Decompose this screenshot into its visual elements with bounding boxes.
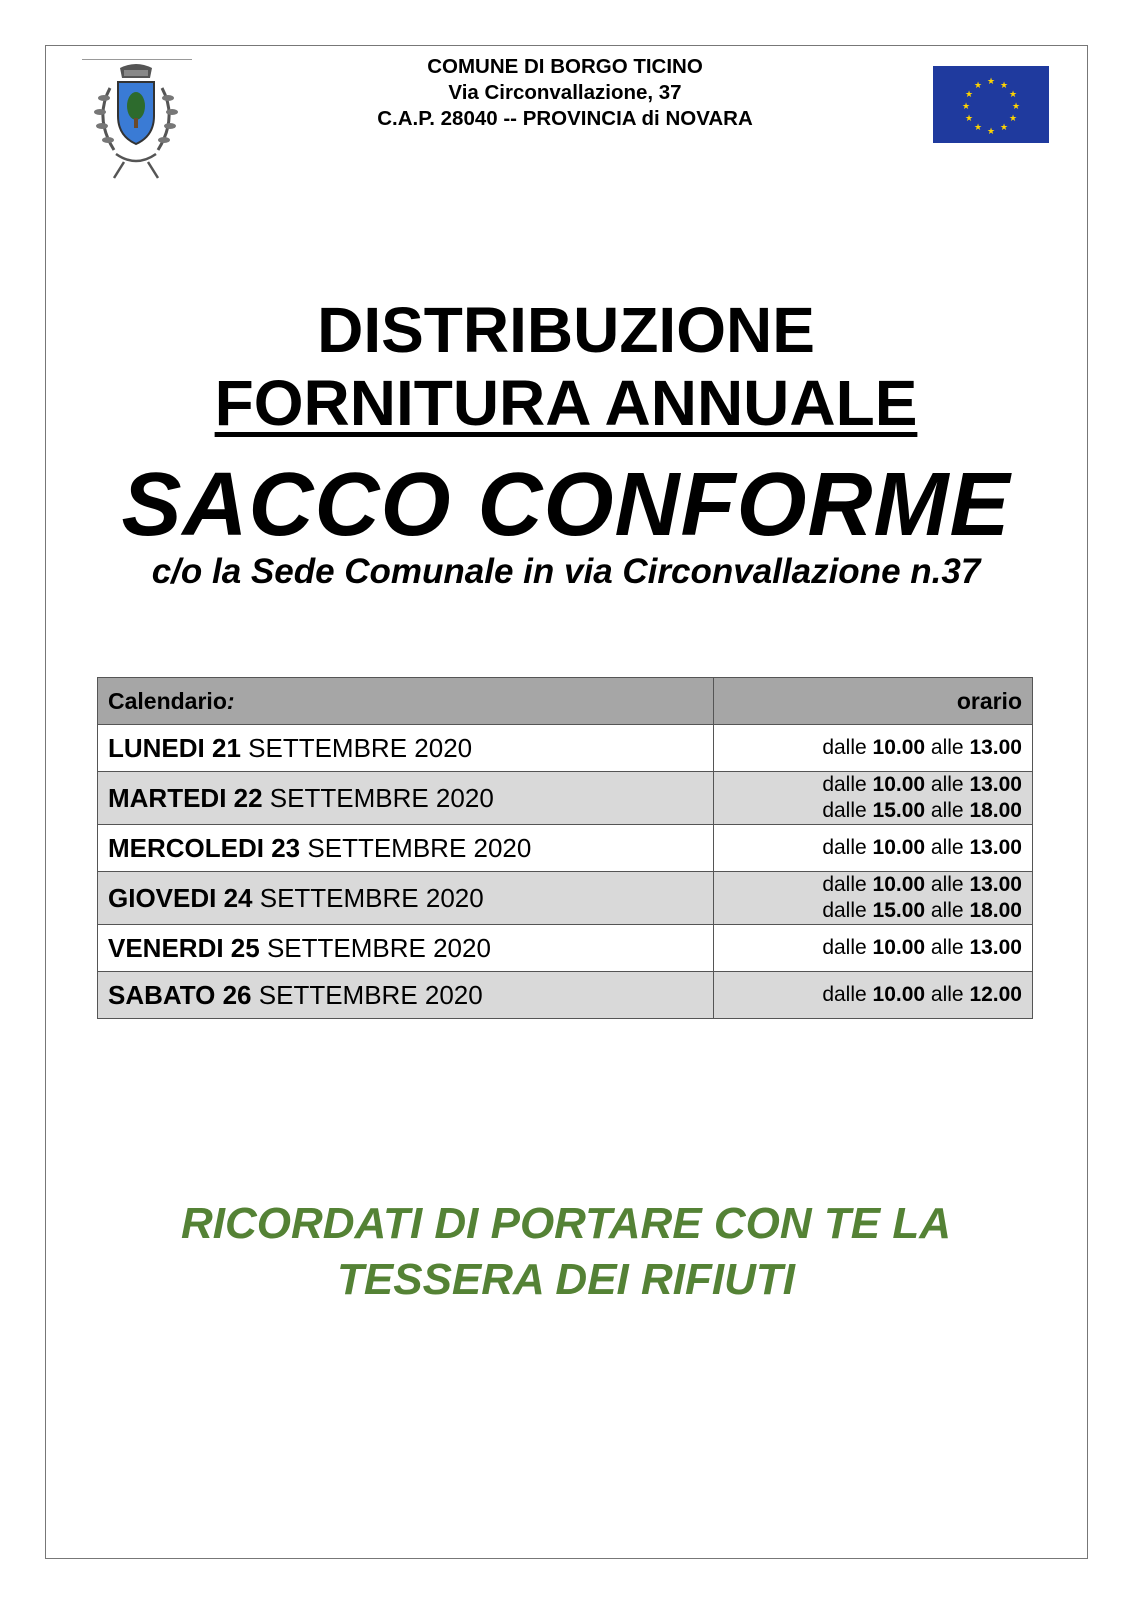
title-line-sacco: SACCO CONFORME [121,455,1011,555]
municipality-postal-code: C.A.P. 28040 -- PROVINCIA di NOVARA [377,107,753,130]
day-month: SETTEMBRE 2020 [251,979,483,1010]
reminder-line-1: RICORDATI DI PORTARE CON TE LA [181,1199,951,1248]
municipality-address: Via Circonvallazione, 37 [448,81,682,104]
municipality-name: COMUNE DI BORGO TICINO [427,55,703,78]
table-row [98,772,1033,825]
day-cell [98,972,714,1019]
time-slot: dalle 15.00 alle 18.00 [822,899,1022,922]
time-slot: dalle 10.00 alle 13.00 [822,773,1022,796]
day-month: SETTEMBRE 2020 [259,932,491,963]
svg-text:★: ★ [964,90,974,100]
distribution-calendar-table [97,677,1033,1019]
svg-text:★: ★ [1008,114,1018,124]
day-name: SABATO 26 [108,979,252,1010]
day-cell [98,825,714,872]
svg-text:★: ★ [999,81,1009,91]
day-name: MARTEDI 22 [108,782,263,813]
table-row [98,872,1033,925]
day-name: LUNEDI 21 [108,732,241,763]
hours-cell [713,725,1032,772]
day-cell [98,925,714,972]
day-month: SETTEMBRE 2020 [252,882,484,913]
svg-text:★: ★ [999,123,1009,133]
svg-text:★: ★ [986,127,996,137]
day-cell [98,772,714,825]
svg-text:★: ★ [964,114,974,124]
day-month: SETTEMBRE 2020 [240,732,473,763]
day-month: SETTEMBRE 2020 [300,832,532,863]
calendar-header-label: Calendario [108,687,227,714]
table-row [98,725,1033,772]
svg-text:★: ★ [961,102,971,112]
table-row [98,925,1033,972]
title-line-fornitura [0,368,1132,438]
title-line-distribuzione: DISTRIBUZIONE [317,294,815,366]
table-header-row [98,678,1033,725]
hours-cell [713,872,1032,925]
column-header-calendar [98,678,714,725]
time-slot: dalle 10.00 alle 13.00 [822,736,1022,759]
day-name: VENERDI 25 [108,932,260,963]
svg-text:★: ★ [1008,90,1018,100]
column-header-hours: orario [713,678,1032,725]
time-slot: dalle 15.00 alle 18.00 [822,799,1022,822]
title-fornitura-text: FORNITURA ANNUALE [214,367,918,439]
day-cell [98,725,714,772]
table-row [98,825,1033,872]
eu-flag-icon [933,66,1049,143]
table-row [98,972,1033,1019]
day-name: GIOVEDI 24 [108,882,253,913]
time-slot: dalle 10.00 alle 13.00 [822,936,1022,959]
day-name: MERCOLEDI 23 [108,832,301,863]
time-slot: dalle 10.00 alle 13.00 [822,836,1022,859]
municipality-header [240,54,890,132]
calendar-header-colon: : [226,687,235,714]
hours-cell [713,925,1032,972]
hours-cell [713,972,1032,1019]
day-month: SETTEMBRE 2020 [262,782,494,813]
svg-text:★: ★ [986,77,996,87]
svg-text:★: ★ [973,81,983,91]
coat-of-arms-icon [80,58,192,186]
location-subtitle: c/o la Sede Comunale in via Circonvallazione n.37 [151,552,981,591]
hours-cell [713,772,1032,825]
svg-text:★: ★ [973,123,983,133]
time-slot: dalle 10.00 alle 12.00 [822,983,1022,1006]
time-slot: dalle 10.00 alle 13.00 [822,873,1022,896]
svg-text:★: ★ [1011,102,1021,112]
reminder-line-2: TESSERA DEI RIFIUTI [337,1255,795,1304]
day-cell [98,872,714,925]
hours-cell [713,825,1032,872]
